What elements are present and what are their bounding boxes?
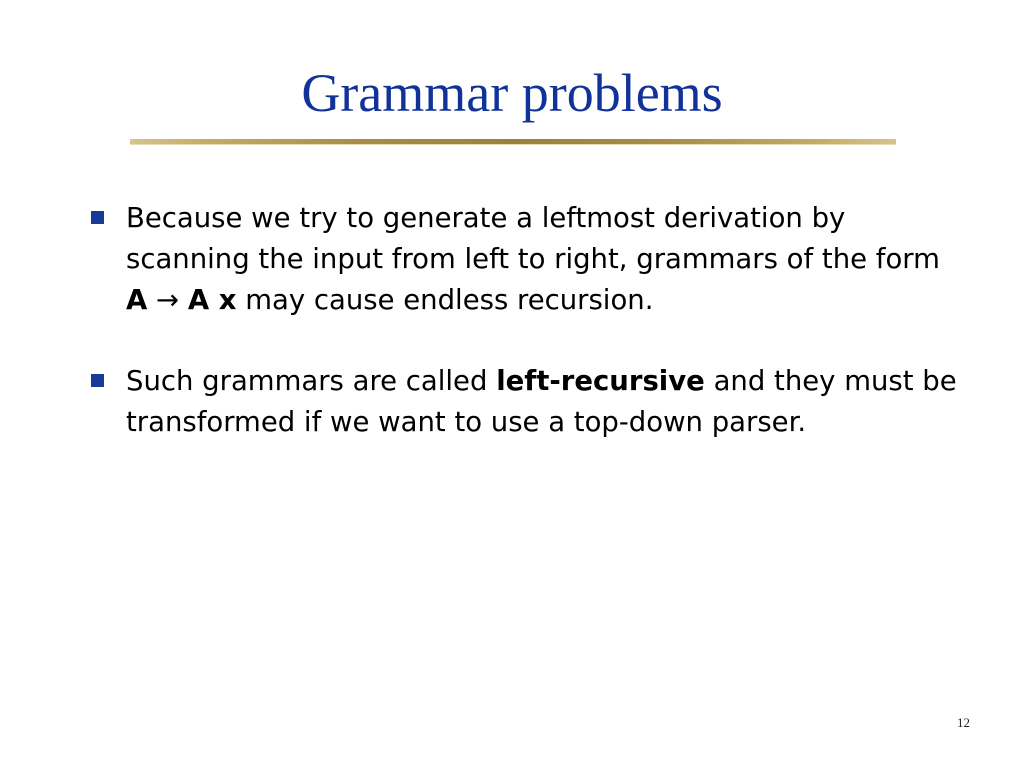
- bullet-text-tail: and they must be transformed if we want to use a top-down parser.: [126, 365, 957, 438]
- bullet-item-left-recursion-problem: [91, 198, 971, 321]
- formula-rhs: A x: [187, 284, 237, 316]
- slide-title: Grammar problems: [301, 63, 723, 123]
- bullet-text: Because we try to generate a leftmost derivation by scanning the input from left to right, grammars of the form: [126, 202, 940, 275]
- bullet-text: Such grammars are called: [126, 365, 488, 397]
- title-divider: [130, 139, 896, 144]
- key-term: left-recursive: [496, 365, 705, 397]
- square-bullet-icon: [91, 211, 104, 224]
- right-arrow-symbol: →: [156, 284, 180, 316]
- formula-lhs: A: [126, 284, 148, 316]
- bullet-item-left-recursive-definition: [91, 361, 971, 443]
- square-bullet-icon: [91, 374, 104, 387]
- bullet-text-tail: may cause endless recursion.: [245, 284, 654, 316]
- page-number: 12: [957, 715, 970, 730]
- bullet-list: [91, 198, 971, 443]
